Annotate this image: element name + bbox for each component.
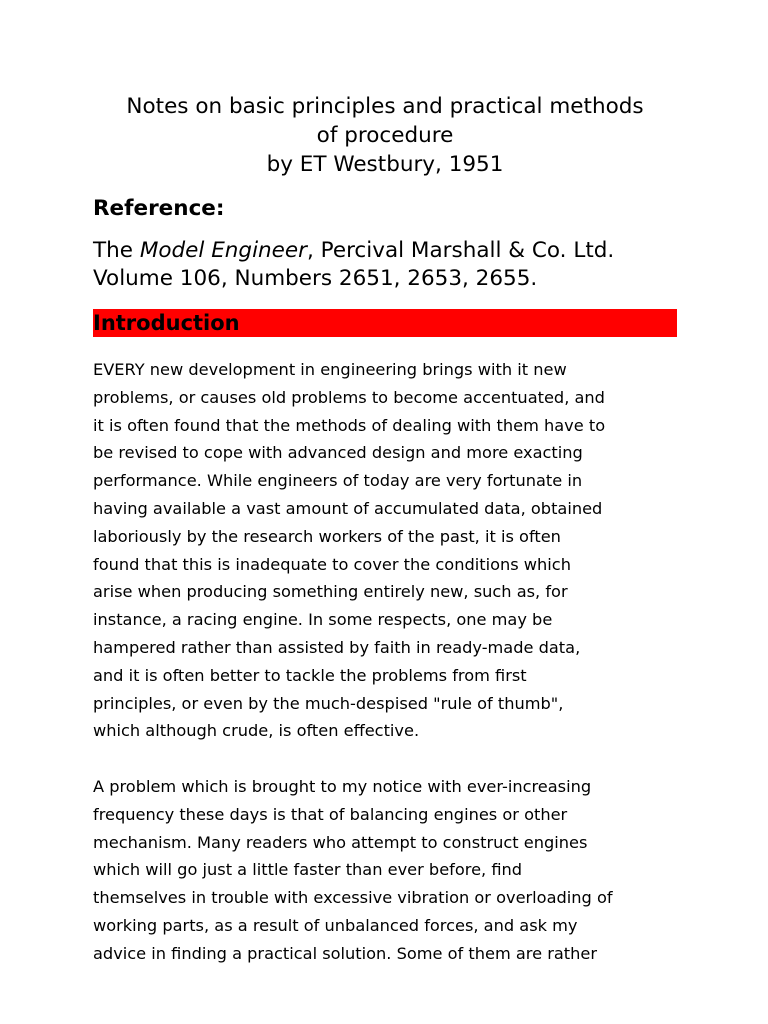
- paragraph-line: EVERY new development in engineering brings with it new: [93, 360, 567, 379]
- publication-name: Model Engineer: [139, 238, 307, 263]
- paragraph-line: advice in finding a practical solution. Some of them are rather: [93, 943, 598, 963]
- paragraph-line: hampered rather than assisted by faith in ready-made data,: [93, 637, 581, 657]
- paragraph-line: be revised to cope with advanced design and more exacting: [93, 443, 583, 463]
- paragraph-line: themselves in trouble with excessive vibration or overloading of: [93, 888, 613, 908]
- paragraph: [93, 773, 677, 968]
- paragraph-line: it is often found that the methods of dealing with them have to: [93, 415, 606, 435]
- reference-citation: [93, 237, 677, 293]
- section-heading-introduction: Introduction: [93, 309, 677, 337]
- paragraph-line: principles, or even by the much-despised "rule of thumb",: [93, 693, 564, 713]
- paragraph-line: working parts, as a result of unbalanced forces, and ask my: [93, 915, 578, 935]
- paragraph-line: found that this is inadequate to cover the conditions which: [93, 554, 571, 574]
- document-page: [93, 92, 677, 968]
- body-text: [93, 356, 677, 968]
- paragraph: [93, 356, 677, 745]
- document-title: [53, 92, 717, 179]
- paragraph-line: instance, a racing engine. In some respects, one may be: [93, 610, 553, 630]
- paragraph-line: mechanism. Many readers who attempt to construct engines: [93, 832, 588, 852]
- title-byline: by ET Westbury, 1951: [266, 152, 504, 177]
- reference-line-2: Volume 106, Numbers 2651, 2653, 2655.: [93, 266, 538, 291]
- title-line-1: Notes on basic principles and practical methods: [126, 94, 644, 119]
- paragraph-line: frequency these days is that of balancing engines or other: [93, 804, 568, 824]
- reference-heading: Reference:: [93, 196, 225, 221]
- paragraph-line: arise when producing something entirely new, such as, for: [93, 582, 568, 602]
- publisher: , Percival Marshall & Co. Ltd.: [306, 238, 615, 263]
- reference-line-1: [93, 237, 677, 265]
- paragraph-line: problems, or causes old problems to become accentuated, and: [93, 387, 605, 407]
- paragraph-line: and it is often better to tackle the problems from first: [93, 665, 527, 685]
- reference-prefix: The: [93, 238, 140, 263]
- paragraph-line: which will go just a little faster than ever before, find: [93, 860, 523, 880]
- paragraph-line: which although crude, is often effective.: [93, 721, 420, 741]
- paragraph-line: A problem which is brought to my notice with ever-increasing: [93, 776, 592, 796]
- paragraph-line: laboriously by the research workers of the past, it is often: [93, 526, 561, 546]
- paragraph-line: performance. While engineers of today are very fortunate in: [93, 471, 583, 491]
- title-line-2: of procedure: [316, 123, 454, 148]
- paragraph-line: having available a vast amount of accumulated data, obtained: [93, 498, 603, 518]
